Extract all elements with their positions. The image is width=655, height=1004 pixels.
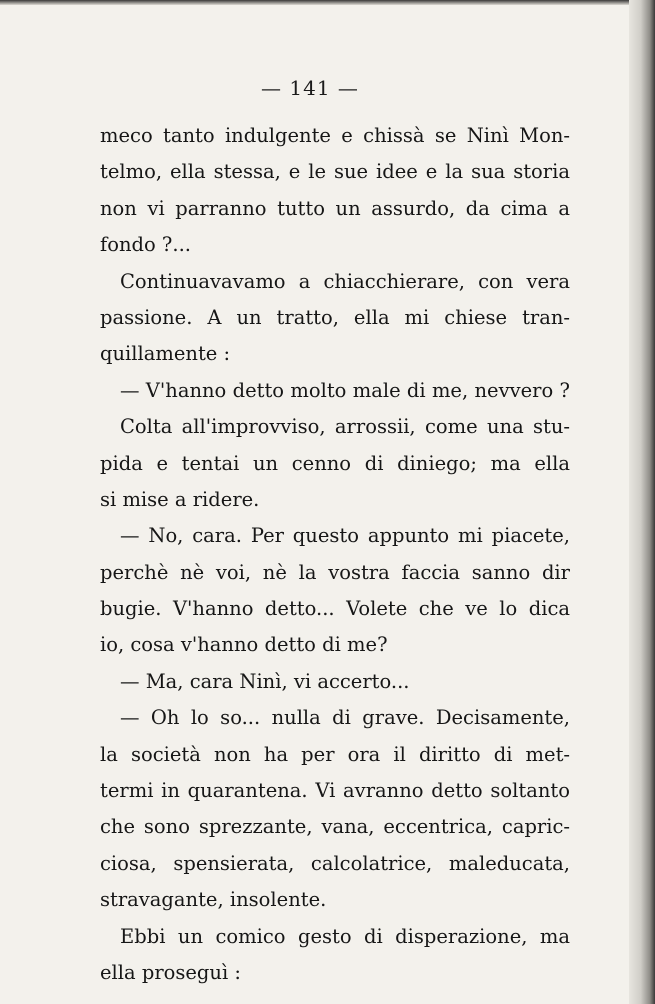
text-line: stravagante, insolente. (100, 888, 327, 912)
text-line: io, cosa v'hanno detto di me? (100, 633, 388, 657)
text-line: — Ma, cara Ninì, vi accerto... (120, 669, 410, 693)
text-line: meco tanto indulgente e chissà se Ninì Mon- (100, 124, 570, 147)
text-line: ciosa, spensierata, calcolatrice, maleducata, (100, 851, 570, 875)
text-line: termi in quarantena. Vi avranno detto soltanto (100, 779, 570, 803)
text-line: non vi parranno tutto un assurdo, da cima a (100, 196, 570, 220)
page-number: — 141 — (261, 76, 359, 100)
text-line: che sono sprezzante, vana, eccentrica, capric- (100, 815, 570, 839)
text-line: fondo ?... (100, 233, 191, 257)
text-line: pida e tentai un cenno di diniego; ma ella (100, 451, 570, 475)
text-line: Ebbi un comico gesto di disperazione, ma (120, 924, 570, 948)
page-gutter-shadow (629, 0, 655, 1004)
text-line: ella proseguì : (100, 960, 241, 984)
text-line: quillamente : (100, 342, 231, 366)
text-line: bugie. V'hanno detto... Volete che ve lo dica (100, 597, 570, 621)
text-line: — No, cara. Per questo appunto mi piacete, (120, 524, 570, 548)
text-line: — Oh lo so... nulla di grave. Decisamente, (120, 706, 570, 730)
text-line: si mise a ridere. (100, 487, 260, 511)
text-line: la società non ha per ora il diritto di met- (100, 742, 570, 766)
text-line: Colta all'improvviso, arrossii, come una stu- (120, 415, 570, 439)
text-line: telmo, ella stessa, e le sue idee e la sua storia (100, 160, 570, 184)
text-line: passione. A un tratto, ella mi chiese tran- (100, 305, 570, 329)
text-line: — V'hanno detto molto male di me, nevvero ? (120, 378, 570, 402)
text-line: Continuavavamo a chiacchierare, con vera (120, 269, 570, 293)
page-top-edge (0, 0, 655, 5)
text-line: perchè nè voi, nè la vostra faccia sanno dir (100, 560, 570, 584)
body-text (100, 118, 570, 991)
